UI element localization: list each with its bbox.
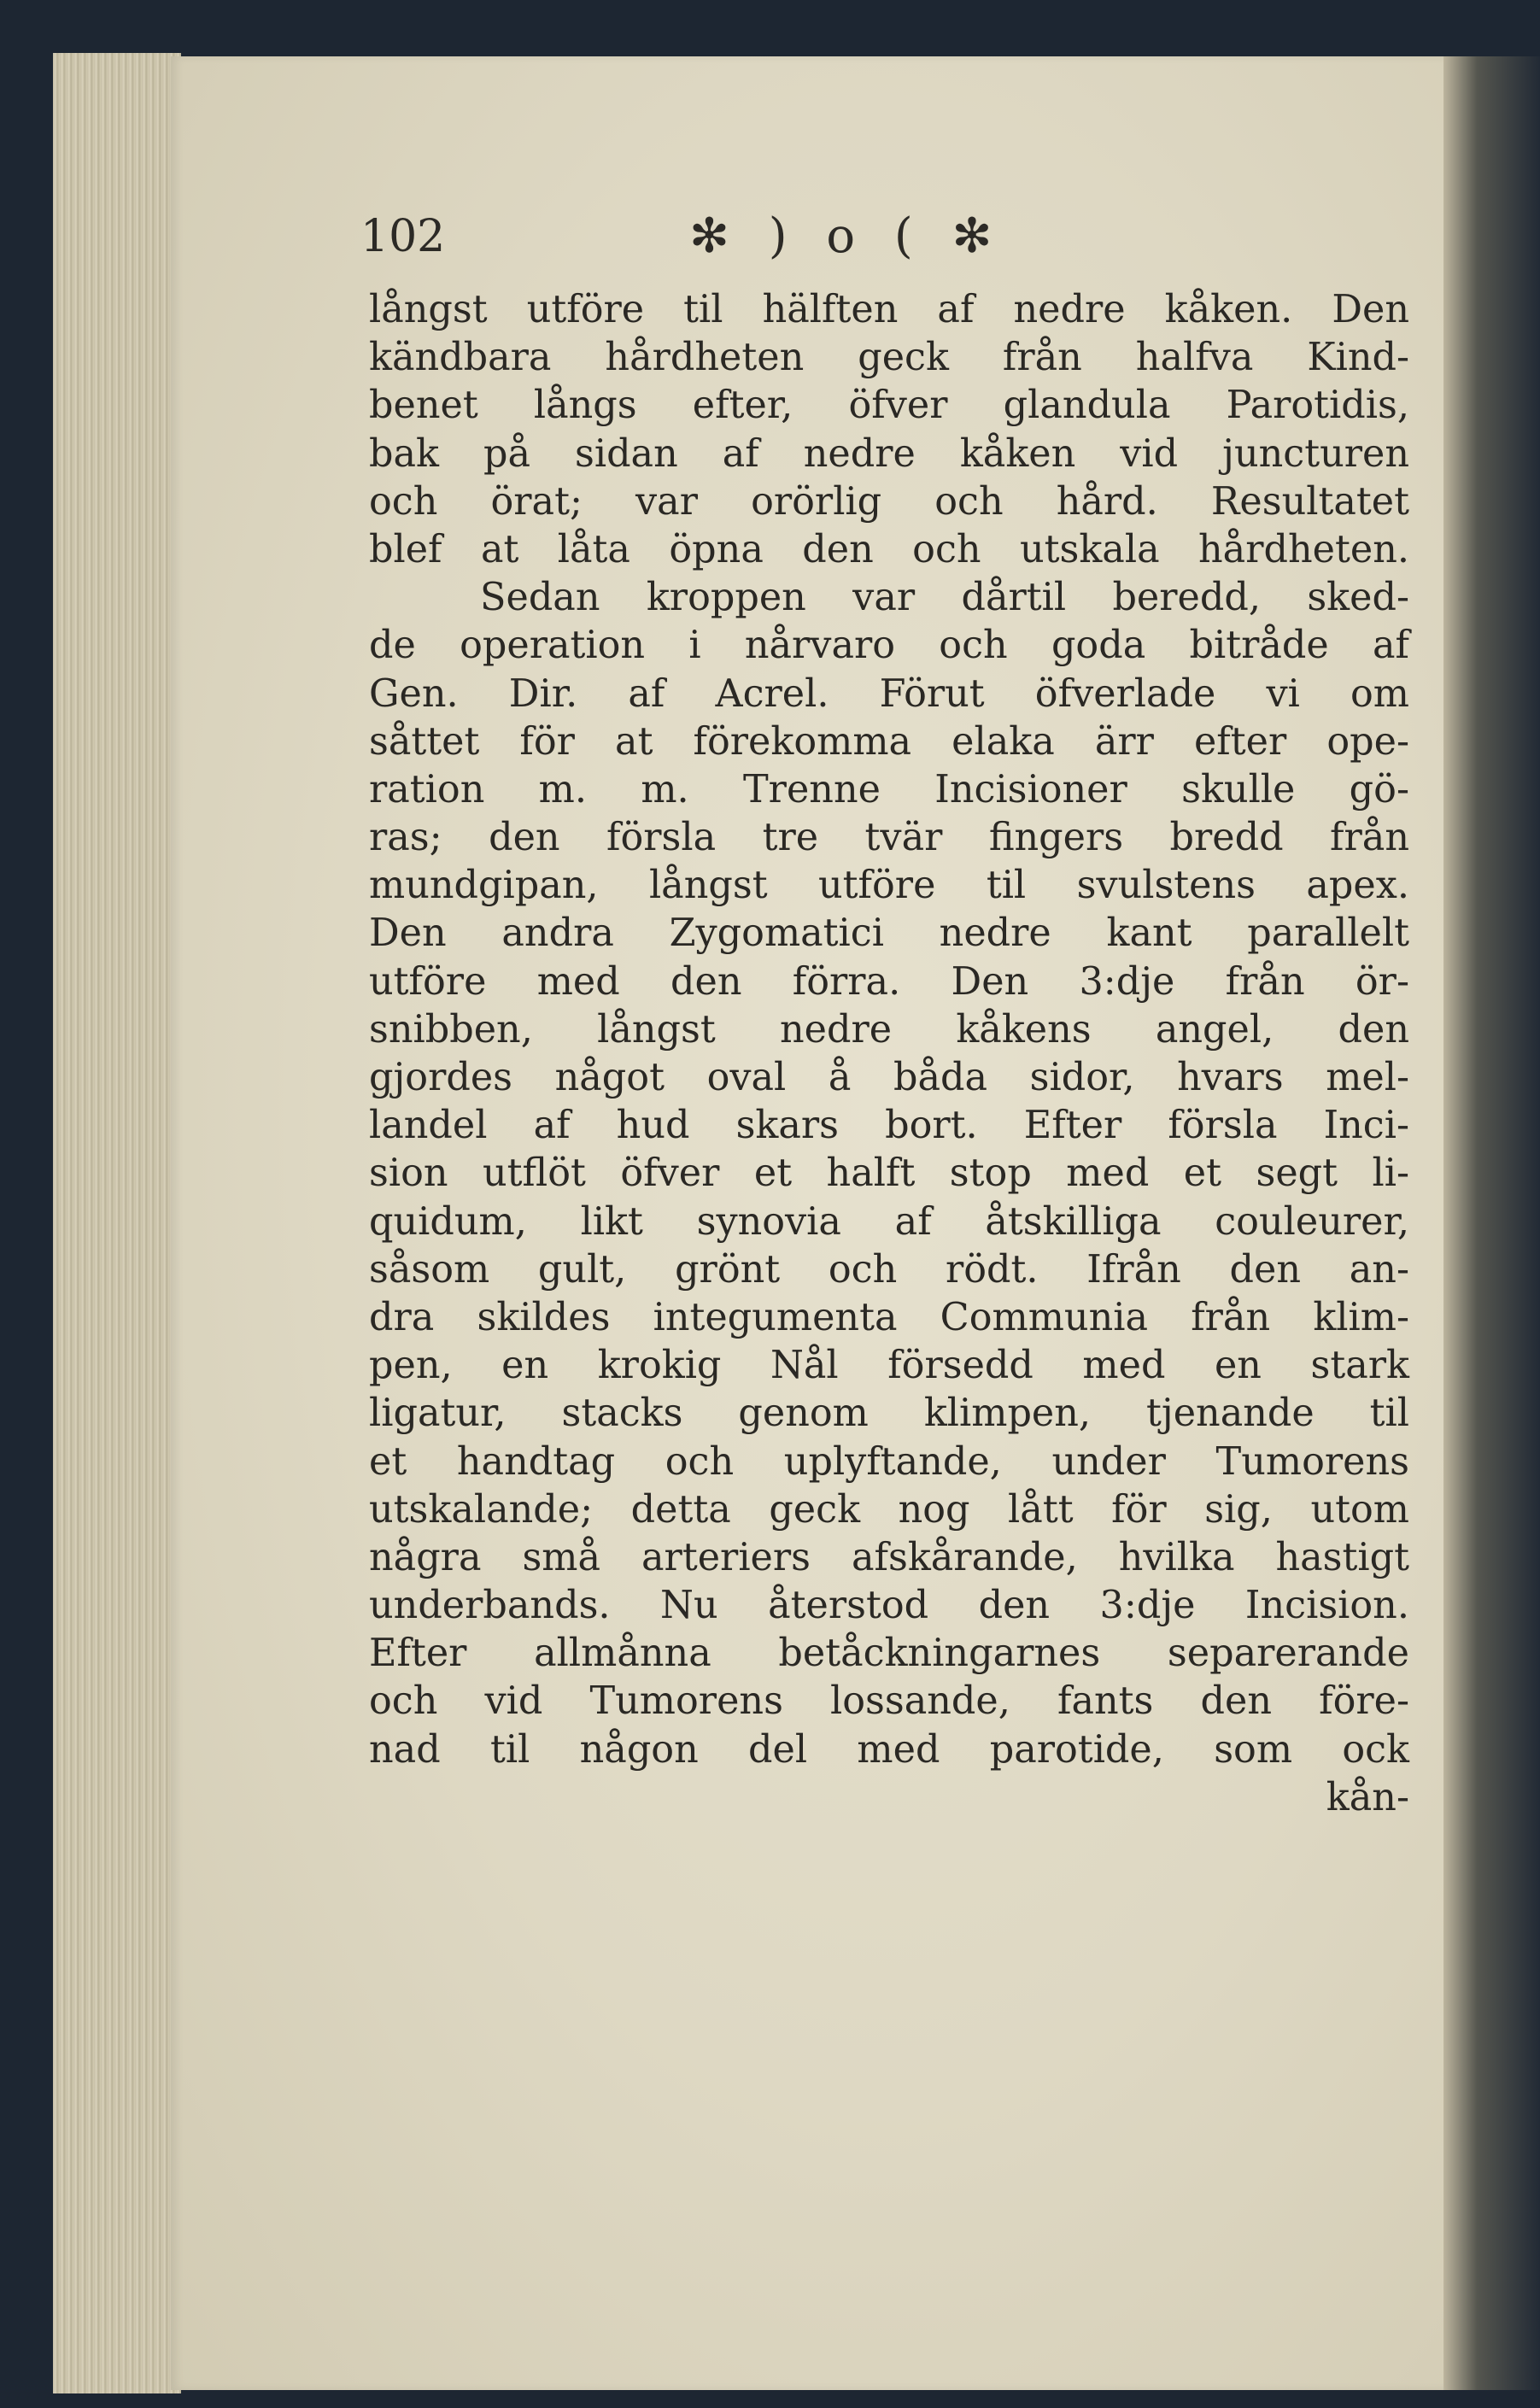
text-line: nad til någon del med parotide, som ock [369,1727,1409,1772]
page-number: 102 [360,211,446,262]
text-line: blef at låta öpna den och utskala hårdheten. [369,527,1409,571]
text-line: dra skildes integumenta Communia från klim- [369,1295,1409,1339]
text-line: sion utflöt öfver et halft stop med et segt li- [369,1151,1409,1196]
text-line: och vid Tumorens lossande, fants den före- [369,1679,1409,1724]
text-line: bak på sidan af nedre kåken vid juncturen [369,431,1409,476]
text-line: såsom gult, grönt och rödt. Ifrån den an- [369,1247,1409,1292]
text-line: snibben, långst nedre kåkens angel, den [369,1007,1409,1052]
text-line: gjordes något oval å båda sidor, hvars mel- [369,1056,1409,1099]
gutter-shadow [1443,56,1540,2390]
text-line: landel af hud skars bort. Efter försla Inci- [369,1104,1409,1148]
text-line: Gen. Dir. af Acrel. Förut öfverlade vi om [369,671,1409,716]
paragraph-start-line: Sedan kroppen var dårtil beredd, sked- [480,576,1409,620]
text-line: ras; den försla tre tvär fingers bredd från [369,816,1409,860]
text-line: såttet för at förekomma elaka ärr efter ope- [369,719,1409,764]
text-line: utföre med den förra. Den 3:dje från ör- [369,959,1409,1004]
book-page-edges [53,53,181,2393]
text-line: några små arteriers afskårande, hvilka hastigt [369,1535,1409,1579]
text-line: och örat; var orörlig och hård. Resultatet [369,479,1409,524]
text-line: ration m. m. Trenne Incisioner skulle gö- [369,767,1409,811]
text-line: pen, en krokig Nål försedd med en stark [369,1344,1409,1388]
text-line: långst utföre til hälften af nedre kåken. Den [369,288,1409,331]
text-line: kändbara hårdheten geck från halfva Kind- [369,336,1409,380]
body-text [369,286,1409,1822]
text-line: Efter allmånna betåckningarnes separerande [369,1632,1409,1676]
text-line: utskalande; detta geck nog lått för sig, utom [369,1487,1409,1532]
text-line: benet långs efter, öfver glandula Parotidis, [369,384,1409,428]
text-line: quidum, likt synovia af åtskilliga couleurer, [369,1199,1409,1244]
text-line: mundgipan, långst utföre til svulstens apex. [369,864,1409,908]
catchword: kån- [1326,1775,1409,1819]
running-head [360,198,1409,275]
text-line: ligatur, stacks genom klimpen, tjenande til [369,1391,1409,1436]
text-line: et handtag och uplyftande, under Tumorens [369,1439,1409,1484]
header-ornament: ✻ ) o ( ✻ [689,208,1004,264]
text-line: de operation i nårvaro och goda bitråde af [369,624,1409,668]
text-line: underbands. Nu återstod den 3:dje Incision. [369,1584,1409,1628]
text-line: Den andra Zygomatici nedre kant parallelt [369,911,1409,956]
